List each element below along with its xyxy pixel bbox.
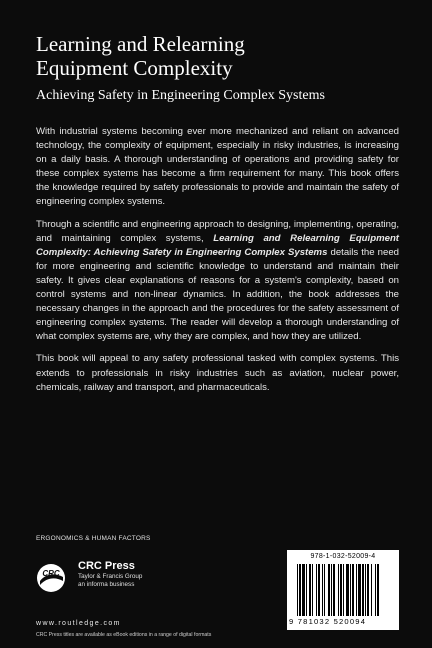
book-subtitle: Achieving Safety in Engineering Complex Systems [36, 88, 325, 103]
publisher-name: CRC Press [78, 560, 135, 572]
publisher-url[interactable]: www.routledge.com [36, 620, 121, 627]
publisher-block [78, 560, 142, 589]
publisher-tagline: an informa business [78, 581, 135, 588]
paragraph-2-rest: details the need for more engineering and scientific knowledge to understand and maintain their safety. It gives clear explanations of reasons for a system's complexity, based on control systems and non-linear dynamics. In addition, the book addresses the necessary changes in the approach and the procedures for the safety assessment of engineering complex systems. The reader will develop a thorough understanding of what complex systems are, why they are complex, and how they are utilized. [36, 246, 399, 343]
paragraph-2-lead: Through a scientific and engineering approach to designing, implementing, operating, and maintaining complex systems, [36, 218, 399, 244]
ebook-footnote: CRC Press titles are available as eBook editions in a range of digital formats [36, 632, 212, 638]
barcode-icon [297, 564, 391, 616]
title-line-2: Equipment Complexity [36, 56, 233, 80]
logo-text: CRC [42, 569, 60, 578]
blurb-paragraph-2 [36, 218, 399, 345]
paragraph-2-book-title: Learning and Relearning Equipment Complexity: Achieving Safety in Engineering Complex Systems [36, 232, 399, 258]
blurb [36, 125, 399, 403]
crc-logo-icon [36, 563, 66, 593]
title-line-1: Learning and Relearning [36, 32, 245, 56]
isbn-number: 978-1-032-52009-4 [310, 553, 376, 560]
isbn-barcode [287, 550, 399, 630]
blurb-paragraph-1: With industrial systems becoming ever more mechanized and reliant on advanced technology, the complexity of equipment, especially in risky industries, is increasing on a daily basis. A thorough understanding of operations and providing safety for these complex systems has become a firm requirement for many. This book offers the knowledge required by safety professionals to provide and maintain the safety of engineering complex systems. [36, 126, 399, 208]
book-title [36, 32, 406, 80]
barcode-digits: 9 781032 520094 [289, 617, 367, 626]
subject-category: ERGONOMICS & HUMAN FACTORS [36, 535, 151, 542]
publisher-group: Taylor & Francis Group [78, 573, 143, 580]
blurb-paragraph-3: This book will appeal to any safety professional tasked with complex systems. This extends to professionals in risky industries such as aviation, nuclear power, chemicals, railway and transport, and pharmaceuticals. [36, 353, 399, 393]
